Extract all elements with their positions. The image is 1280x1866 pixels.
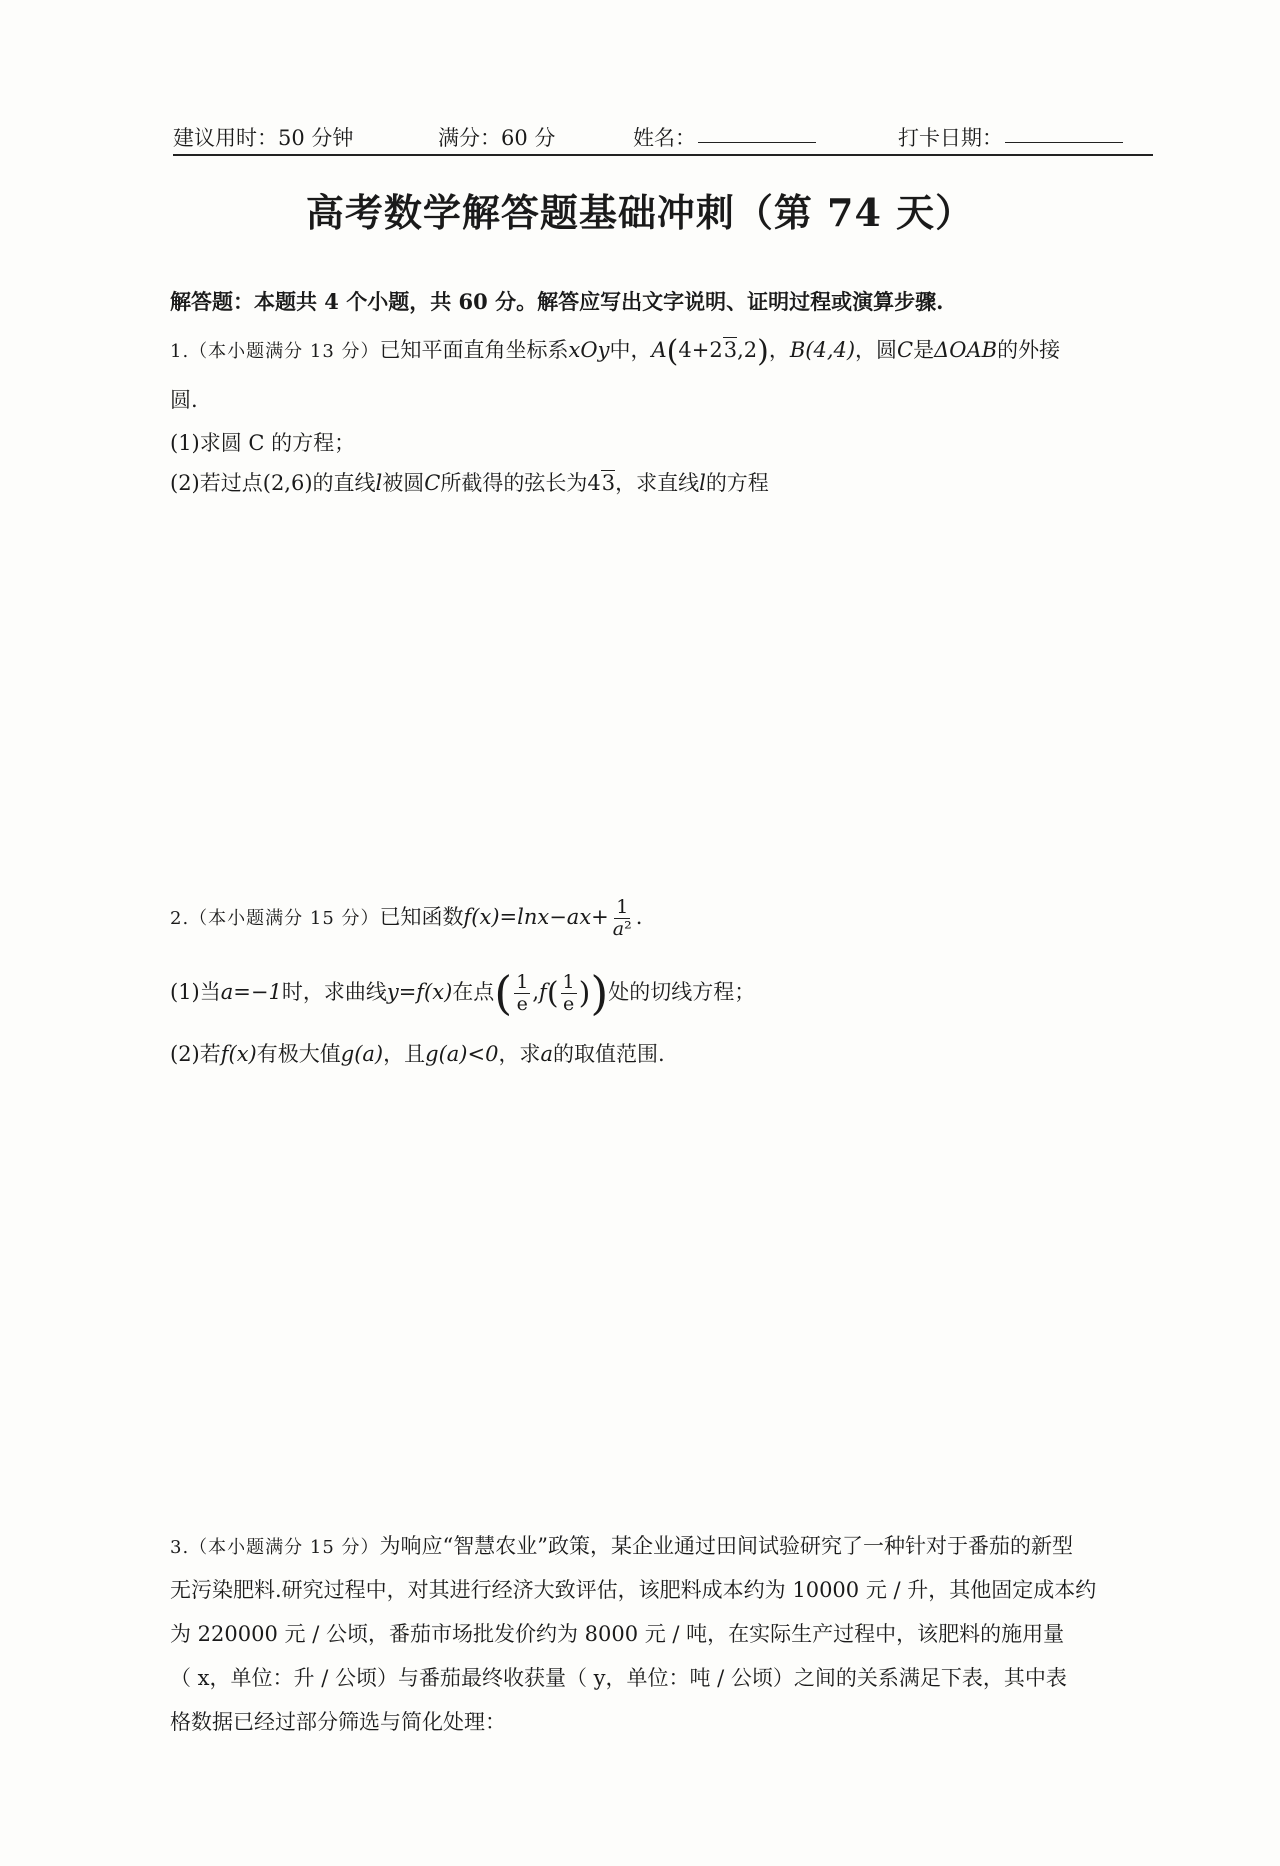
q2-paren: ) [590, 965, 609, 1020]
q2-part1-text: (1)当 [170, 979, 221, 1004]
q1-text: 已知平面直角坐标系 [379, 338, 569, 362]
q1-part2-text: (2)若过点 [170, 471, 263, 495]
q2-g: g(a) [340, 1042, 384, 1066]
q2-part1-text: 时，求曲线 [281, 979, 387, 1004]
q2-frac-1e: $\frac{1}{e}$ [562, 971, 575, 1015]
q1-part2-text: 的方程 [705, 471, 769, 495]
q2-part2-text: (2)若 [170, 1042, 221, 1066]
q3-line1 [170, 1530, 1073, 1560]
q1-circle: C [897, 338, 914, 362]
q2-func: f(x) [220, 1042, 257, 1066]
q1-part2-text: ，求直线 [615, 471, 700, 495]
q1-paren: ( [666, 334, 679, 369]
q3-line5: 格数据已经过部分筛选与简化处理： [170, 1710, 506, 1734]
q2-part1: (1)当a=−1时，求曲线y=f(x)在点( $\frac{1}{e}$ ,f( $\frac{1}{e}$ ))处的切线方程； [170, 965, 756, 1020]
q2-paren: ) [578, 975, 591, 1011]
q1-line-l: l [375, 471, 383, 495]
score-label: 满分：60 分 [438, 126, 556, 150]
date-field [898, 122, 1003, 152]
q2-cond: a=−1 [220, 979, 282, 1004]
q1-text: 中， [609, 338, 652, 362]
q1-part1: (1)求圆 C 的方程； [170, 431, 356, 455]
q2-fraction: $\frac{1}{\text{a²}}$ [612, 896, 632, 940]
q1-text: 的外接 [997, 338, 1061, 362]
time-label: 建议用时：50 分钟 [173, 126, 354, 150]
q2-part1-text: 在点 [452, 979, 495, 1004]
q1-circle: C [424, 471, 441, 495]
q3-line4: （ x，单位：升 / 公顷）与番茄最终收获量（ y，单位：吨 / 公顷）之间的关系满足下表，其中表 [170, 1666, 1067, 1690]
q2-paren: ( [546, 975, 559, 1011]
q1-text: 是 [913, 338, 935, 362]
q2-part2-text: ，求 [498, 1042, 541, 1066]
q2-part2-text: 的取值范围. [552, 1042, 665, 1066]
name-field [633, 122, 696, 152]
q1-part2-point: (2,6) [262, 471, 313, 495]
page-title: 高考数学解答题基础冲刺（第 74 天） [305, 190, 975, 235]
q3-line2: 无污染肥料.研究过程中，对其进行经济大致评估，该肥料成本约为 10000 元 / 升，其他固定成本约 [170, 1578, 1097, 1602]
q1-line2: 圆. [170, 388, 198, 412]
q1-prefix: 1.（本小题满分 13 分） [170, 341, 380, 362]
q2-curve: y=f(x) [386, 979, 453, 1004]
q1-triangle: ΔOAB [934, 338, 998, 362]
date-label: 打卡日期： [898, 126, 1003, 150]
q2-part2 [170, 1038, 665, 1068]
q2-prefix: 2.（本小题满分 15 分） [170, 907, 380, 929]
q1-chord-sqrt: 3 [601, 471, 616, 495]
q1-coord: xOy [568, 338, 610, 362]
q2-var: a [540, 1042, 553, 1066]
q3-text: 为响应“智慧农业”政策，某企业通过田间试验研究了一种针对于番茄的新型 [379, 1534, 1073, 1558]
date-blank [1005, 122, 1123, 143]
q2-frac-1e: $\frac{1}{e}$ [516, 971, 529, 1015]
q2-part2-text: 有极大值 [256, 1042, 341, 1066]
q1-line1: 1.（本小题满分 13 分）已知平面直角坐标系xOy中，A(4+23,2)，B(4,4)，圆C是ΔOAB的外接 [170, 334, 1061, 369]
q1-part2: (2)若过点(2,6)的直线l被圆C所截得的弦长为43，求直线l的方程 [170, 471, 769, 495]
q1-sqrt: 3 [723, 338, 738, 362]
header-bar [173, 122, 1153, 156]
q2-ineq: g(a)<0 [425, 1042, 499, 1066]
name-label: 姓名： [633, 126, 696, 150]
q1-paren: ) [757, 334, 769, 369]
q2-text: 已知函数 [379, 904, 464, 929]
q3-prefix: 3.（本小题满分 15 分） [170, 1537, 380, 1558]
q2-part2-text: ，且 [383, 1042, 426, 1066]
q2-paren: ( [494, 965, 513, 1020]
q1-part2-text: 的直线 [312, 471, 376, 495]
instructions: 解答题：本题共 4 个小题，共 60 分。解答应写出文字说明、证明过程或演算步骤. [170, 289, 944, 314]
q2-func: f(x)=lnx−ax+ [463, 904, 609, 929]
q1-point-b: B(4,4) [789, 338, 856, 362]
q2-line1: 2.（本小题满分 15 分）已知函数f(x)=lnx−ax+ $\frac{1}{\text{a²}}$ . [170, 896, 643, 940]
q3-line3: 为 220000 元 / 公顷，番茄市场批发价约为 8000 元 / 吨，在实际生产过程中，该肥料的施用量 [170, 1622, 1065, 1646]
q1-part2-text: 所截得的弦长为 [440, 471, 588, 495]
q1-part2-text: 被圆 [382, 471, 425, 495]
q1-text: ，圆 [855, 338, 898, 362]
q2-part1-text: 处的切线方程； [608, 979, 756, 1004]
name-blank [698, 122, 816, 143]
q1-point-a: A [651, 338, 667, 362]
q1-line-l: l [699, 471, 706, 495]
